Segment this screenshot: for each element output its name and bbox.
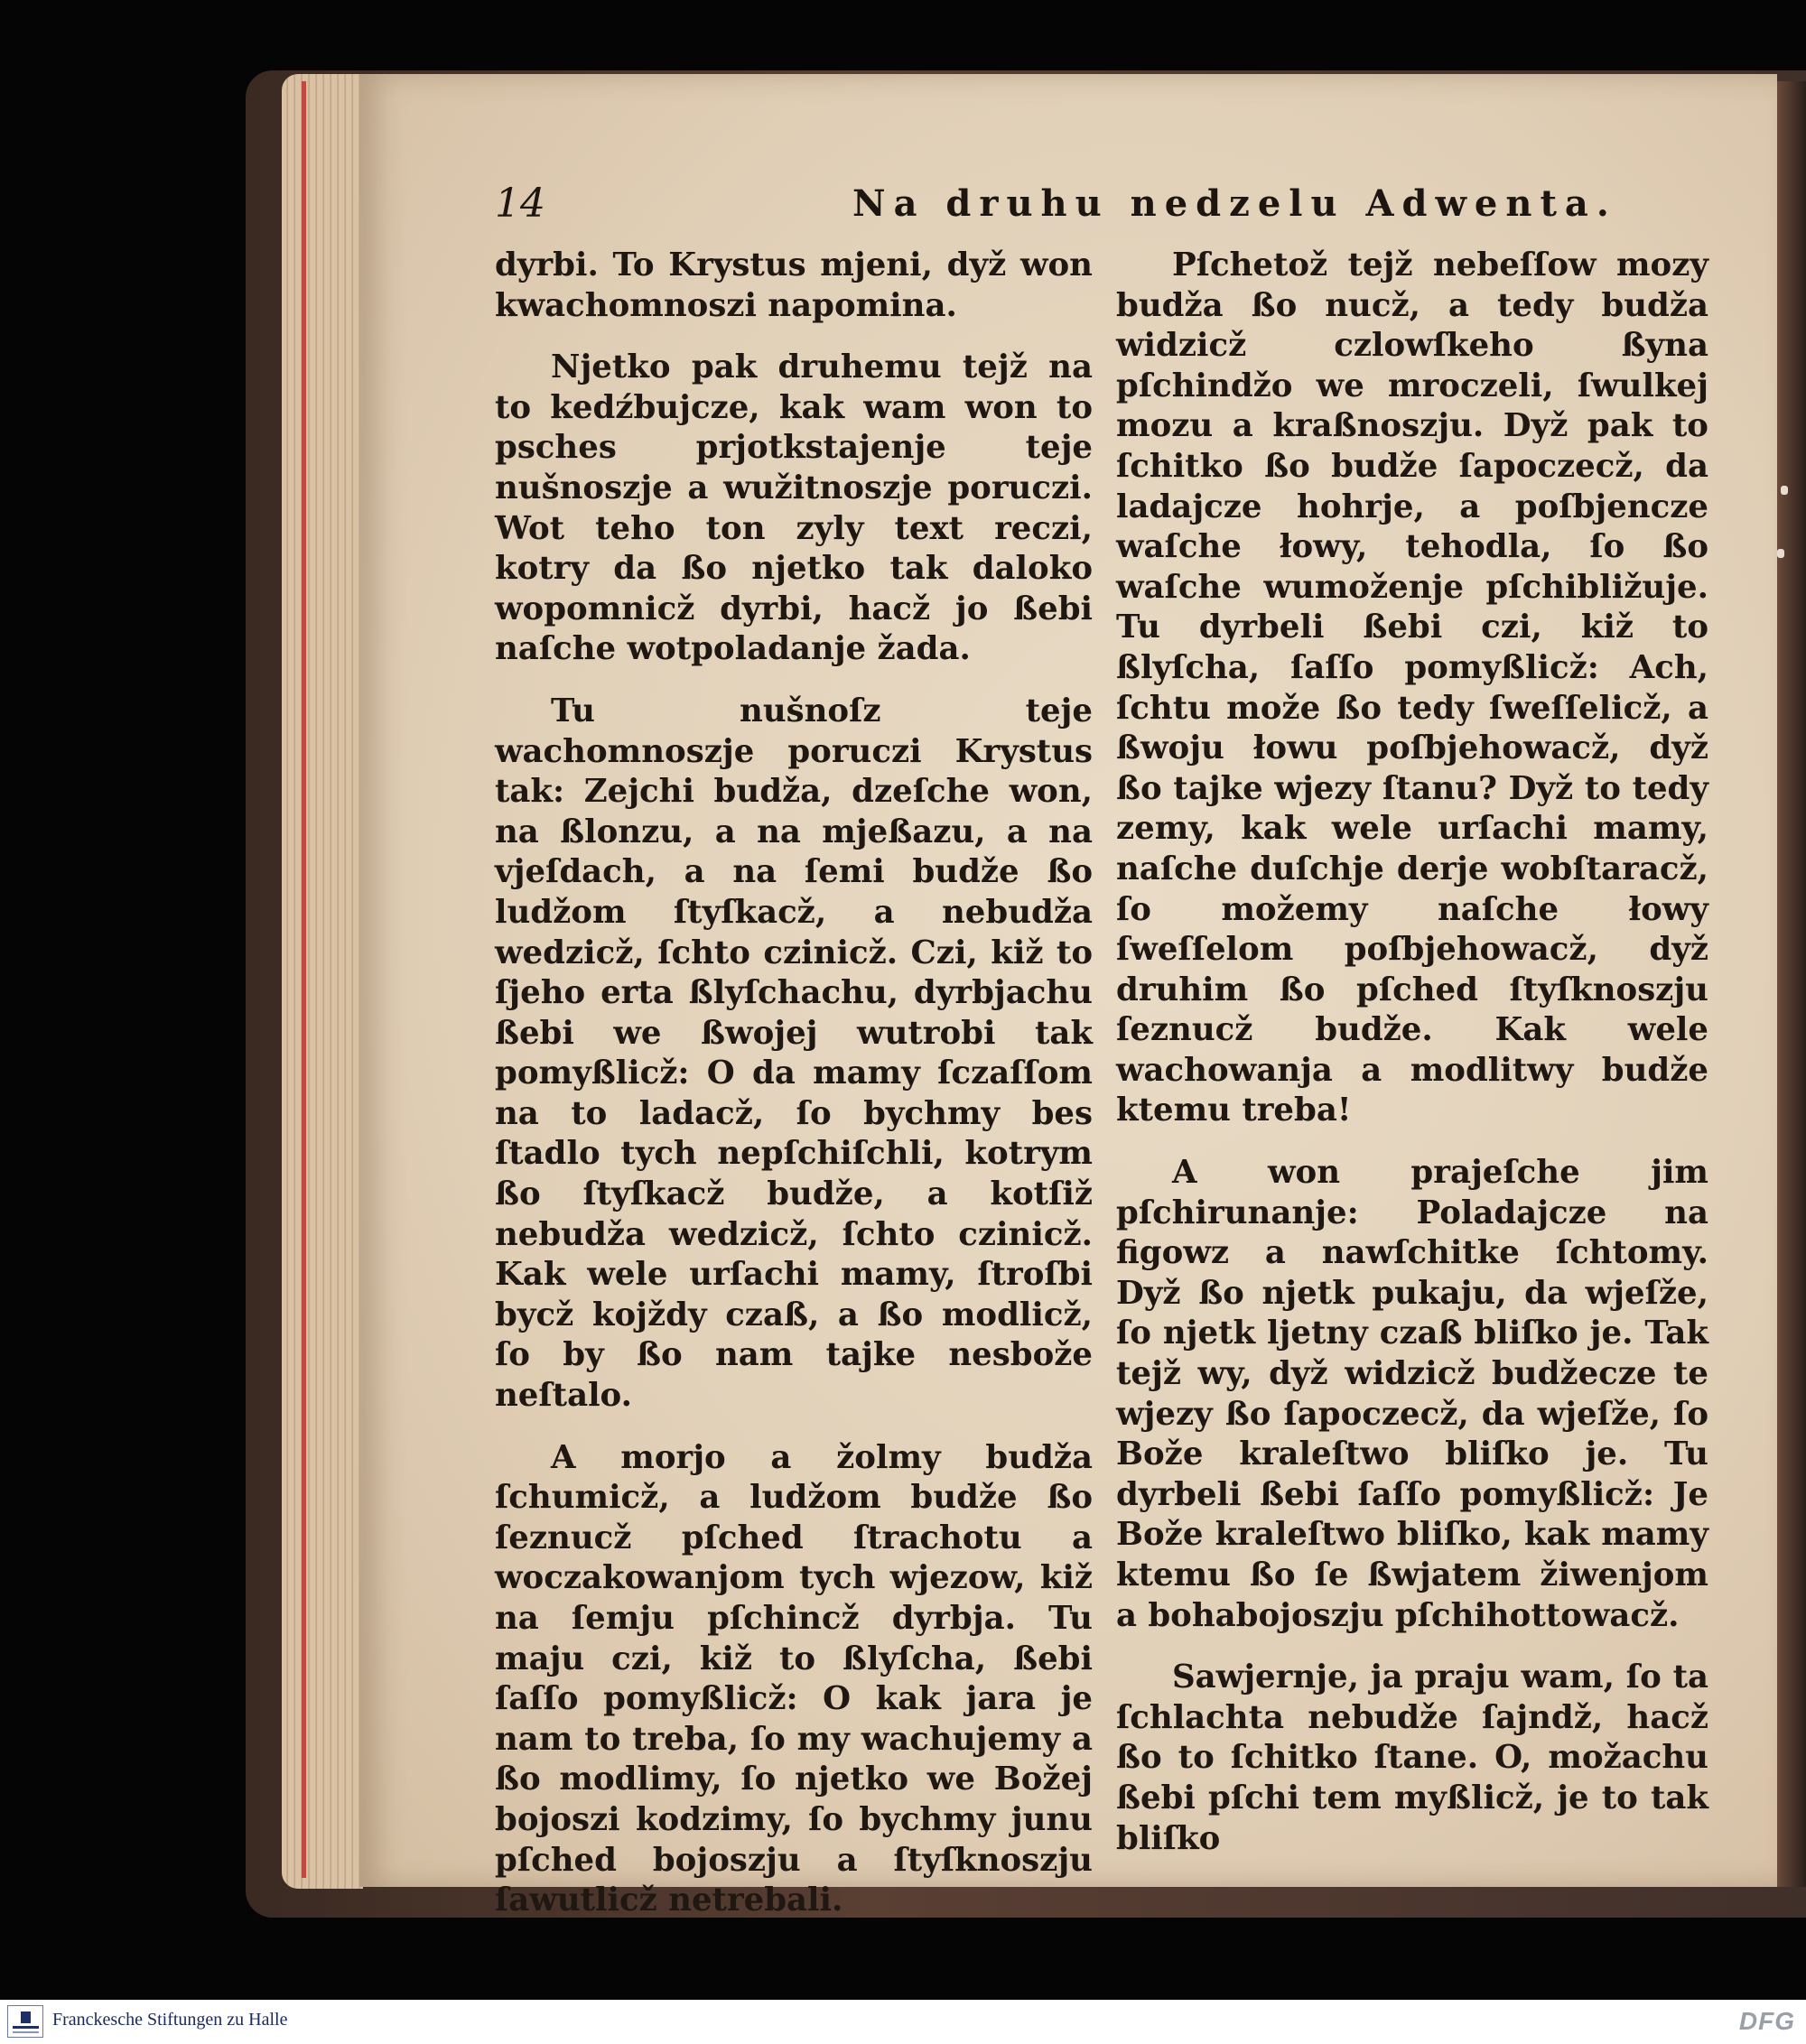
paragraph: A morjo a žolmy budža ſchumicž, a ludžom budže ßo ſeznucž pſched ſtrachotu a woczakowanjom tych wjezow, kiž na ſemju pſchincž dyrbja. Tu maju czi, kiž to ßlyſcha, ßebi ſaſſo pomyßlicž: O kak jara je nam to treba, ſo my wachujemy a ßo modlimy, ſo njetko we Božej bojoszi kodzimy, ſo bychmy junu pſched bojoszju a ſtyſknoszju ſawutlicž netrebali. xyxy=(495,1438,1093,1919)
viewer-footer xyxy=(0,2000,1806,2044)
franckesche-stiftungen-logo-icon[interactable] xyxy=(7,2005,43,2038)
paragraph: Sawjernje, ja praju wam, ſo ta ſchlachta nebudže ſajndž, hacž ßo to ſchitko ſtane. O, možachu ßebi pſchi tem myßlicž, je to tak bliſko xyxy=(1116,1658,1708,1857)
binding-thread-dot xyxy=(1781,486,1788,495)
page-edges xyxy=(282,74,363,1889)
dfg-logo[interactable]: DFG xyxy=(1738,2007,1795,2035)
left-text-column xyxy=(495,246,1093,1943)
paragraph: Tu nušnoſz teje wachomnoszje poruczi Krystus tak: Zejchi budža, dzeſche won, na ßlonzu, a na mjeßazu, a na vjeſdach, a na ſemi budže ßo ludžom ſtyſkacž, a nebudža wedzicž, ſchto czinicž. Czi, kiž to ſjeho erta ßlyſchachu, dyrbjachu ßebi we ßwojej wutrobi tak pomyßlicž: O da mamy ſczaſſom na to ladacž, ſo bychmy bes ſtadlo tych nepſchiſchli, kotrym ßo ſtyſkacž budže, a kotſiž nebudža wedzicž, ſchto czinicž. Kak wele urſachi mamy, ſtroſbi bycž kojždy czaß, a ßo modlicž, ſo by ßo nam tajke nesbože neſtalo. xyxy=(495,692,1093,1415)
running-head-title: Na druhu nedzelu Adwenta. xyxy=(852,182,1617,225)
paragraph: A won prajeſche jim pſchirunanje: Poladajcze na figowz a nawſchitke ſchtomy. Dyž ßo njetk pukaju, da wjeſže, ſo njetk ljetny czaß bliſko je. Tak tejž wy, dyž widzicž budžecze te wjezy ßo ſapoczecž, da wjeſže, ſo Bože kraleſtwo bliſko je. Tu dyrbeli ßebi ſaſſo pomyßlicž: Je Bože kraleſtwo bliſko, kak mamy ktemu ßo ſe ßwjatem žiwenjom a bohabojoszju pſchihottowacž. xyxy=(1116,1154,1708,1634)
paragraph: dyrbi. To Krystus mjeni, dyž won kwachomnoszi napomina. xyxy=(495,246,1093,324)
red-page-edge xyxy=(302,81,306,1878)
paragraph: Pſchetož tejž nebeſſow mozy budža ßo nucž, a tedy budža widzicž czlowſkeho ßyna pſchindžo we mroczeli, ſwulkej mozu a kraßnoszju. Dyž pak to ſchitko ßo budže ſapoczecž, da ladajcze hohrje, a poſbjencze waſche łowy, tehodla, ſo ßo waſche wumoženje pſchibližuje. Tu dyrbeli ßebi czi, kiž to ßlyſcha, ſaſſo pomyßlicž: Ach, ſchtu može ßo tedy ſweſſelicž, a ßwoju łowu poſbjehowacž, dyž ßo tajke wjezy ſtanu? Dyž to tedy zemy, kak wele urſachi mamy, naſche duſchje derje wobſtaracž, ſo možemy naſche łowy ſweſſelom poſbjehowacž, dyž druhim ßo pſched ſtyſknoszju ſeznucž budže. Kak wele wachowanja a modlitwy budže ktemu treba! xyxy=(1116,246,1708,1129)
book-spine-shadow xyxy=(1777,81,1806,1887)
right-text-column xyxy=(1116,246,1708,1881)
paragraph: Njetko pak druhemu tejž na to kedźbujcze, kak wam won to psches prjotkstajenje teje nušnoszje a wužitnoszje poruczi. Wot teho ton zyly text reczi, kotry da ßo njetko tak daloko wopomnicž dyrbi, hacž jo ßebi naſche wotpoladanje žada. xyxy=(495,348,1093,668)
institution-name[interactable]: Franckesche Stiftungen zu Halle xyxy=(52,2010,288,2030)
binding-thread-dot xyxy=(1777,549,1784,558)
running-head xyxy=(0,181,1806,235)
page-number: 14 xyxy=(495,181,545,227)
